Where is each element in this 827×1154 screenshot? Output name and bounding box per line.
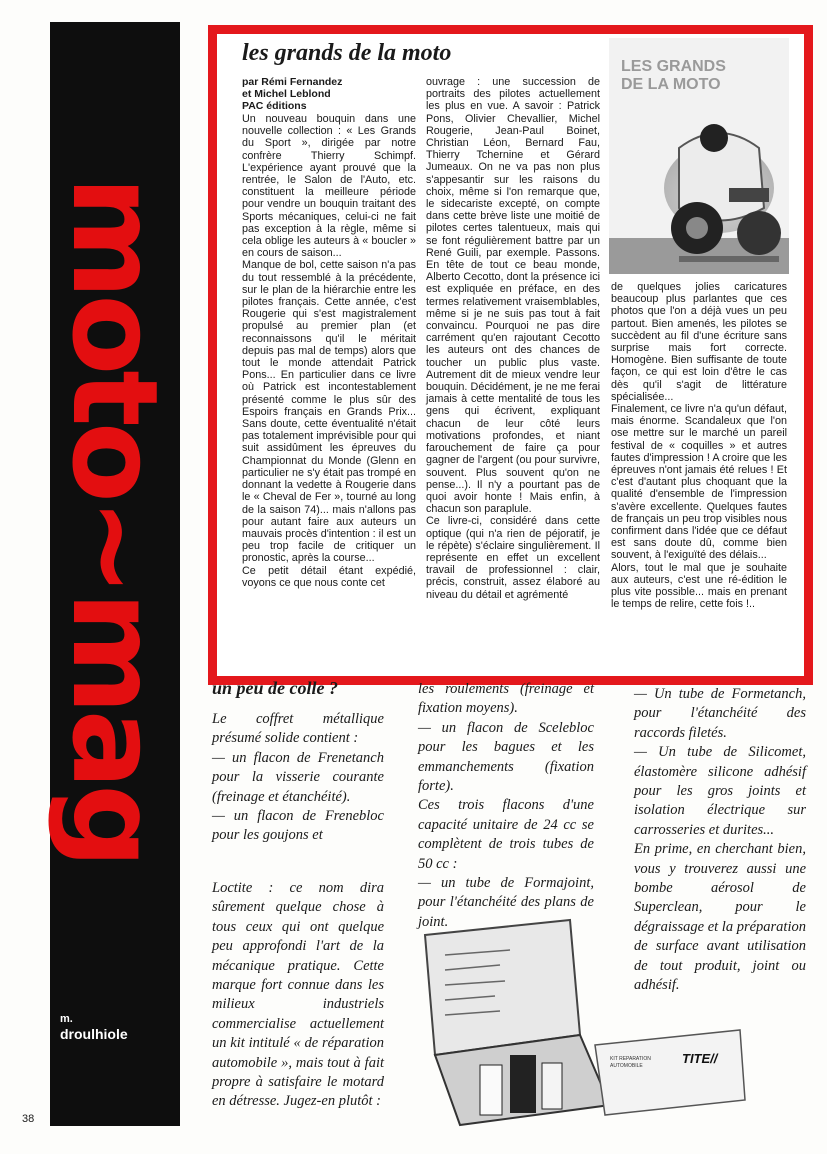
paragraph: — Un tube de Silicomet, élastomère silicone adhésif pour les gros joints et isolation électrique sur carrosseries et durites... <box>634 744 806 838</box>
author-tag <box>60 1012 128 1042</box>
repair-kit-photo <box>420 915 750 1130</box>
book-cover-image <box>609 38 789 274</box>
paragraph: ouvrage : une succession de portraits des pilotes actuellement les plus en vue. A savoir : Patrick Pons, Olivier Chevallier, Michel Rougerie, Jean-Paul Boinet, Christian Léon, Bernard Fau, Thierry Tchernine et Gérard Jumeaux. On ne va pas non plus s'appesantir sur les raisons du choix, même si l'on remarque que, le sidecariste excepté, on compte dans cette brève liste une moitié de pilotes certes talentueux, mais qui se font régulièrement battre par un René Guili, par exemple. Passons. En tête de tout ce beau monde, Alberto Cecotto, dont la présence ici est expliquée en préface, en des termes relativement vraisemblables, même si je ne suis pas tout à fait convaincu. Pourquoi ne pas dire carrément qu'en rajoutant Cecotto les auteurs ont des chances de toucher un public plus vaste. Autrement dit de mieux vendre leur bouquin. Décidément, je ne me ferai jamais à cette mentalité de tous les gens qui écrivent, expliquant chacun de leur côté leurs motivations profondes, et niant farouchement de faire ça pour gagner de l'argent (ou pour survivre, souvent. Plus souvent qu'on ne pense...). Il n'y a pourtant pas de quoi avoir honte ! Mais enfin, à chacun son paraplule. <box>426 76 600 516</box>
paragraph: En prime, en cherchant bien, vous y trouverez aussi une bombe aérosol de Superclean, pour le dégraissage et la préparation de surface avant utilisation de tout produit, joint ou adhésif. <box>634 841 806 994</box>
byline-line: et Michel Leblond <box>242 88 331 100</box>
kit-label-line: KIT REPARATION <box>610 1056 651 1062</box>
paragraph: Ces trois flacons d'une capacité unitaire de 24 cc se complètent de trois tubes de 50 cc : <box>418 797 594 872</box>
author-name: droulhiole <box>60 1026 128 1042</box>
lower-column-1a <box>212 710 384 846</box>
paragraph: Loctite : ce nom dira sûrement quelque chose à tous ceux qui ont quelque peu approfondi l'art de la mécanique pratique. Cette marque fort connue dans les milieux industriels commercialise actuellement un kit intitulé « de réparation automobile », mais tout à fait propre à satisfaire le motard en détresse. Jugez-en plutôt : <box>212 880 384 1110</box>
review-column-1 <box>242 113 416 589</box>
paragraph: Le coffret métallique présumé solide contient : <box>212 711 384 747</box>
paragraph: — un tube de Formajoint, pour l'étanchéité des plans de joint. <box>418 875 594 930</box>
lower-column-1b <box>212 879 384 1112</box>
review-column-3 <box>611 281 787 610</box>
paragraph: Un nouveau bouquin dans une nouvelle collection : « Les Grands du Sport », dirigée par notre confrère Thierry Schimpf. L'expérience ayant prouvé que la rentrée, le Salon de l'Auto, etc. constituent la meilleure période pour vendre un bouquin traitant des Sports mécaniques, celui-ci ne fait pas exception à la règle, même si cela oblige les auteurs à « boucler » en cours de saison... <box>242 113 416 260</box>
byline <box>242 76 416 112</box>
book-cover-title-line: LES GRANDS <box>621 58 726 75</box>
section-subtitle: un peu de colle ? <box>212 678 338 698</box>
paragraph: Finalement, ce livre n'a qu'un défaut, mais énorme. Scandaleux que l'on ose mettre sur le marché un pareil festival de « coquilles » et autres fautes d'impression ! A croire que les épreuves n'ont jamais été relues ! Et c'est d'autant plus choquant que la qualité d'ensemble de l'impression s'avère excellente. Quelques fautes de français un peu trop visibles nous confirment dans l'idée que ce défaut est sans doute dû, comme bien souvent, à l'exiguïté des délais... <box>611 403 787 562</box>
paragraph: — un flacon de Scelebloc pour les bagues et les emmanchements (fixation forte). <box>418 719 594 795</box>
vertical-title: moto~mag <box>46 176 184 864</box>
lower-column-2 <box>418 680 594 932</box>
author-initial: m. <box>60 1013 73 1025</box>
paragraph: Ce livre-ci, considéré dans cette optique (qui n'a rien de péjoratif, je le répète) s'éclaire singulièrement. Il représente en effet un excellent travail de professionnel : clair, précis, construit, assez élaboré au niveau du détail et agrémenté <box>426 515 600 601</box>
paragraph: Alors, tout le mal que je souhaite aux auteurs, c'est une ré-édition le plus vite possible... mais en prenant le temps de relire, cette fois !.. <box>611 561 787 611</box>
paragraph: — Un tube de Formetanch, pour l'étanchéité des raccords filetés. <box>634 686 806 741</box>
page-number: 38 <box>22 1113 35 1125</box>
byline-line: PAC éditions <box>242 100 307 112</box>
paragraph: — un flacon de Frenebloc pour les goujons et <box>212 808 384 844</box>
paragraph: Manque de bol, cette saison n'a pas du tout ressemblé à la précédente, sur le plan de la hiérarchie entre les pilotes français. Cette année, c'est Rougerie qui s'est magistralement propulsé au premier plan (et reconnaissons qu'il le méritait depuis pas mal de temps) alors que tout le monde attendait Patrick Pons... En particulier dans ce livre où Patrick est incontestablement présenté comme le plus sûr des Espoirs français en Grands Prix... Sans doute, cette éventualité n'était pas totalement imprévisible pour qui suit assidûment les épreuves du Championnat du Monde (Glenn en particulier ne s'y était pas trompé en donnant la vedette à Rougerie dans le « Cheval de Fer », tourné au long de la saison 74)... mais n'allons pas pour autant faire aux auteurs un mauvais procès d'intention : il est un peu trop facile de critiquer un pronostic, après la course... <box>242 259 416 565</box>
kit-brand: TITE// <box>682 1051 718 1066</box>
paragraph: — un flacon de Frenetanch pour la visserie courante (freinage et étanchéité). <box>212 749 384 805</box>
paragraph: les roulements (freinage et fixation moyens). <box>418 681 594 717</box>
review-column-2 <box>426 76 600 601</box>
paragraph: de quelques jolies caricatures beaucoup plus parlantes que ces photos que l'on a déjà vues un peu partout. Bien amenés, les pilotes se succèdent au fil d'une écriture sans surprise mais fort correcte. Homogène. Bien suffisante de toute façon, ce qui est loin d'être le cas dès qu'il s'agit de littérature spécialisée... <box>611 281 787 403</box>
kit-label-line: AUTOMOBILE <box>610 1063 643 1069</box>
motorcycle-illustration <box>609 38 789 274</box>
review-box <box>208 25 813 685</box>
book-cover-title-line: DE LA MOTO <box>621 76 721 93</box>
byline-line: par Rémi Fernandez <box>242 76 343 88</box>
paragraph: Ce petit détail étant expédié, voyons ce que nous conte cet <box>242 564 416 589</box>
review-title: les grands de la moto <box>242 40 452 66</box>
